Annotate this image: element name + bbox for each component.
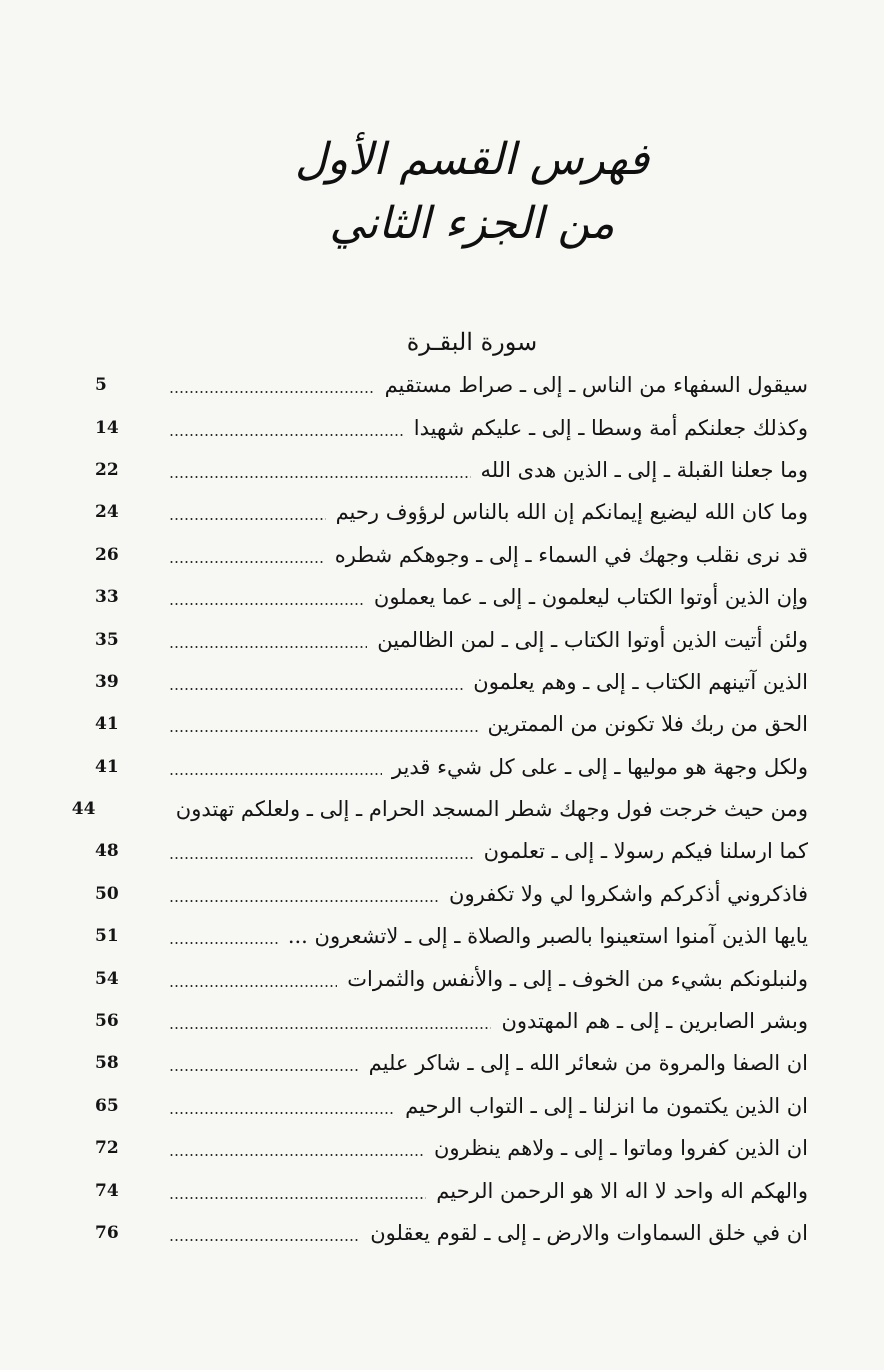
toc-entry-page-number: 51 [95,926,119,947]
toc-entry [95,576,808,618]
toc-entry-page-number: 54 [95,968,119,989]
toc-entry-page-number: 48 [95,841,119,862]
toc-entry-title: وما كان الله ليضيع إيمانكم إن الله بالناس لرؤوف رحيم [335,500,808,525]
toc-entry-title: ان الصفا والمروة من شعائر الله ـ إلى ـ شاكر عليم [368,1051,808,1076]
toc-entry [95,449,808,491]
toc-entry [95,830,808,872]
toc-entry-page-number: 65 [95,1095,119,1116]
toc-entry-page-number: 22 [95,459,119,480]
dot-leader [169,561,325,563]
toc-entry-title: وكذلك جعلنكم أمة وسطا ـ إلى ـ عليكم شهيدا [413,415,808,440]
toc-entry-page-number: 33 [95,587,119,608]
dot-leader [169,434,404,436]
toc-entry-title: وبشر الصابرين ـ إلى ـ هم المهتدون [501,1009,808,1034]
toc-entry-title: قد نرى نقلب وجهك في السماء ـ إلى ـ وجوهكم شطره [334,542,808,567]
toc-entry-title: ان الذين كفروا وماتوا ـ إلى ـ ولاهم ينظرون [433,1136,808,1161]
toc-entry [95,703,808,745]
dot-leader [169,857,474,859]
dot-leader [169,985,337,987]
toc-entry-page-number: 74 [95,1180,119,1201]
dot-leader [169,391,375,393]
dot-leader [169,603,364,605]
toc-entry-page-number: 5 [95,375,107,396]
toc-entry-page-number: 26 [95,544,119,565]
dot-leader [169,1112,395,1114]
toc-entry-page-number: 39 [95,671,119,692]
toc-entry-title: كما ارسلنا فيكم رسولا ـ إلى ـ تعلمون [483,839,808,864]
heading-line-2: من الجزء الثاني [329,198,615,249]
toc-entry-page-number: 50 [95,883,119,904]
dot-leader [169,518,326,520]
toc-entry-title: ولئن أتيت الذين أوتوا الكتاب ـ إلى ـ لمن الظالمين [377,627,808,652]
toc-entry [95,618,808,660]
toc-entry [95,915,808,957]
toc-entry [95,746,808,788]
toc-entry-title: ان الذين يكتمون ما انزلنا ـ إلى ـ التواب الرحيم [405,1093,808,1118]
dot-leader [169,1239,360,1241]
dot-leader [169,730,478,732]
toc-entry [95,1085,808,1127]
toc-entry-page-number: 76 [95,1223,119,1243]
dot-leader [169,1154,424,1156]
toc-entry-title: الذين آتينهم الكتاب ـ إلى ـ وهم يعلمون [473,669,808,694]
toc-entry-page-number: 14 [95,417,119,438]
toc-entry-page-number: 44 [71,799,96,820]
toc-entry-title: وإن الذين أوتوا الكتاب ليعلمون ـ إلى ـ عما يعملون [373,585,808,610]
toc-entry [95,534,808,576]
toc-entry-title: سيقول السفهاء من الناس ـ إلى ـ صراط مستقيم [384,373,808,398]
toc-entry-title: ان في خلق السماوات والارض ـ إلى ـ لقوم يعقلون [370,1221,808,1245]
toc-entry [95,1169,808,1211]
dot-leader [169,773,382,775]
toc-entry [95,957,808,999]
toc-entry-title: ولكل وجهة هو موليها ـ إلى ـ على كل شيء قدير [391,754,808,779]
heading-line-1: فهرس القسم الأول [294,134,650,185]
toc-entry [95,406,808,448]
dot-leader [169,1197,426,1199]
dot-leader [169,1027,491,1029]
surah-title [0,328,884,356]
toc-entry-page-number: 24 [95,502,119,523]
toc-entry-title: والهكم اله واحد لا اله الا هو الرحمن الرحيم [436,1178,808,1203]
toc-entry [95,1212,808,1254]
dot-leader [169,942,278,944]
toc-entry-title: وما جعلنا القبلة ـ إلى ـ الذين هدى الله [480,457,808,482]
toc-entry-title: يايها الذين آمنوا استعينوا بالصبر والصلاة ـ إلى ـ لاتشعرون ... [287,924,808,949]
toc-entry [95,491,808,533]
dot-leader [169,476,471,478]
toc-entry [95,1127,808,1169]
dot-leader [146,815,166,817]
toc-entry [95,1000,808,1042]
surah-title-text: سورة البقـرة [406,328,538,356]
dot-leader [169,646,367,648]
toc-entry-page-number: 72 [95,1138,119,1159]
toc-entry-page-number: 41 [95,714,119,735]
index-heading [0,128,884,256]
table-of-contents [71,364,808,1254]
toc-entry-page-number: 58 [95,1053,119,1074]
toc-entry-page-number: 56 [95,1011,119,1032]
toc-entry [95,364,808,406]
toc-entry [95,661,808,703]
toc-entry-title: الحق من ربك فلا تكونن من الممترين [487,712,808,737]
toc-entry [95,873,808,915]
toc-entry-title: فاذكروني أذكركم واشكروا لي ولا تكفرون [449,881,808,906]
toc-entry-page-number: 35 [95,629,119,650]
toc-entry [71,788,808,830]
dot-leader [169,900,439,902]
toc-entry [95,1042,808,1084]
dot-leader [169,688,463,690]
toc-entry-page-number: 41 [95,756,119,777]
dot-leader [169,1069,359,1071]
toc-entry-title: ولنبلونكم بشيء من الخوف ـ إلى ـ والأنفس والثمرات [347,966,808,991]
toc-entry-title: ومن حيث خرجت فول وجهك شطر المسجد الحرام ـ إلى ـ ولعلكم تهتدون [175,797,808,822]
